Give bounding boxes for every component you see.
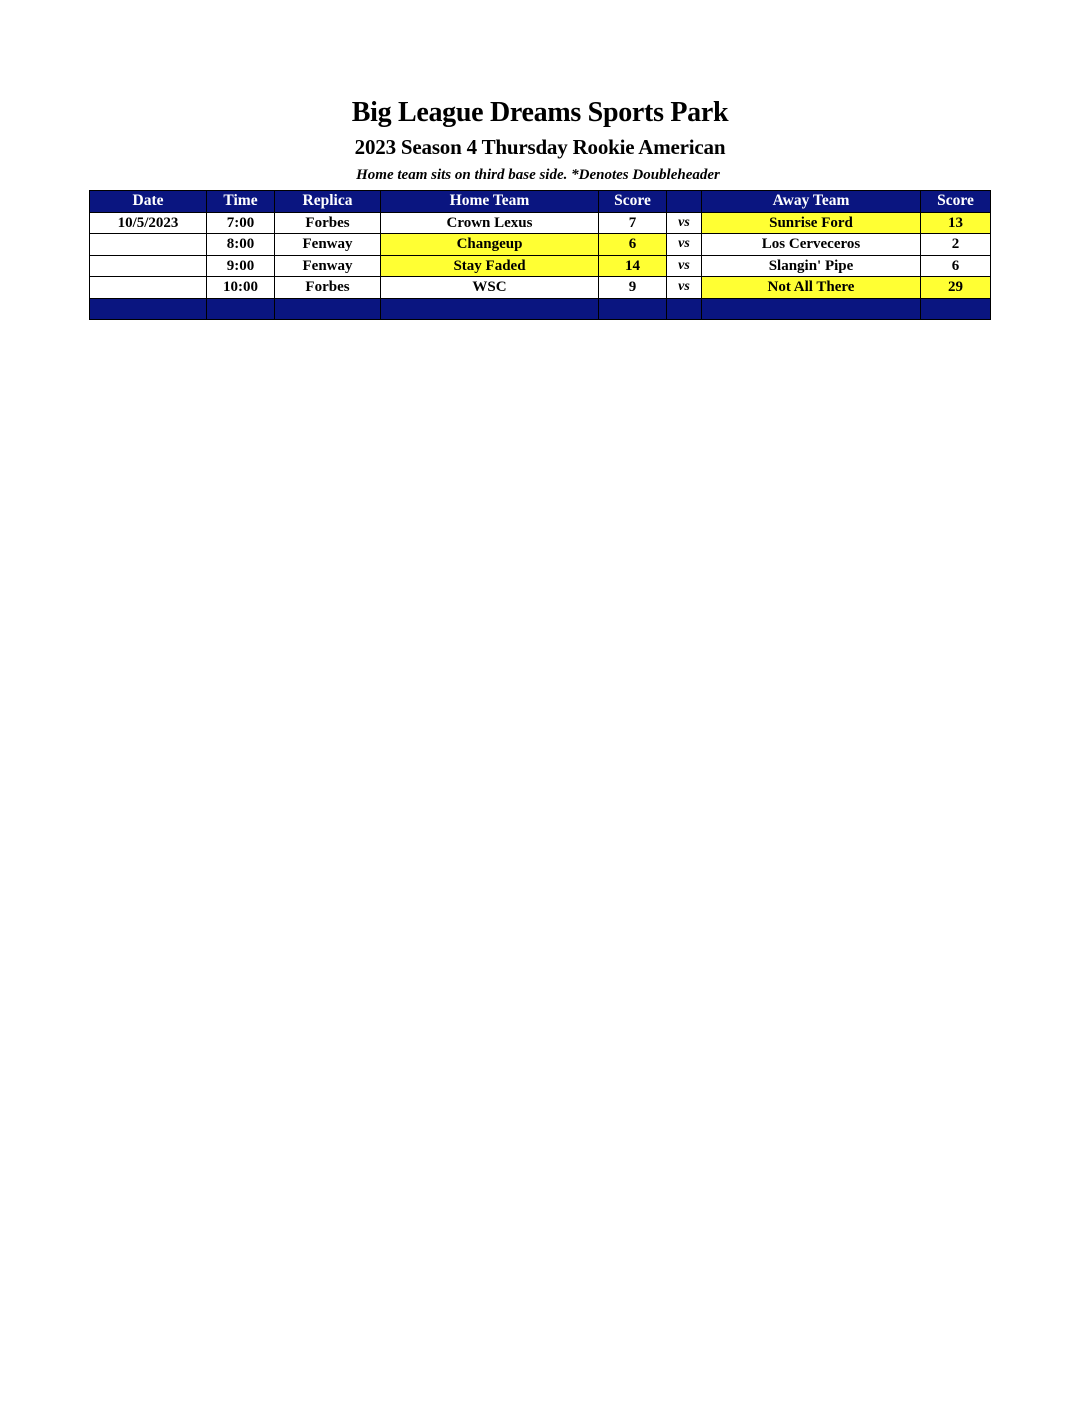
game-date-cell — [90, 277, 207, 299]
table-row — [90, 277, 991, 299]
replica-field-cell: Forbes — [275, 277, 381, 299]
game-time-cell: 9:00 — [207, 255, 275, 277]
footer-cell — [381, 298, 599, 319]
table-row — [90, 255, 991, 277]
away-score-cell: 6 — [921, 255, 991, 277]
column-header-home-team: Home Team — [381, 191, 599, 213]
footer-cell — [921, 298, 991, 319]
footer-cell — [599, 298, 667, 319]
away-score-cell: 13 — [921, 212, 991, 234]
table-row — [90, 234, 991, 256]
vs-cell: vs — [667, 255, 702, 277]
replica-field-cell: Fenway — [275, 255, 381, 277]
footer-cell — [275, 298, 381, 319]
game-date-cell — [90, 234, 207, 256]
replica-field-cell: Forbes — [275, 212, 381, 234]
footer-cell — [90, 298, 207, 319]
footer-cell — [702, 298, 921, 319]
schedule-table — [89, 190, 991, 320]
column-header-away-team: Away Team — [702, 191, 921, 213]
home-team-cell: Crown Lexus — [381, 212, 599, 234]
column-header-away-score: Score — [921, 191, 991, 213]
footer-cell — [207, 298, 275, 319]
vs-cell: vs — [667, 277, 702, 299]
schedule-body — [90, 212, 991, 319]
footer-row — [90, 298, 991, 319]
away-team-cell: Not All There — [702, 277, 921, 299]
game-time-cell: 8:00 — [207, 234, 275, 256]
home-team-cell: Stay Faded — [381, 255, 599, 277]
column-header-date: Date — [90, 191, 207, 213]
away-score-cell: 29 — [921, 277, 991, 299]
home-score-cell: 9 — [599, 277, 667, 299]
vs-cell: vs — [667, 212, 702, 234]
table-row — [90, 212, 991, 234]
vs-cell: vs — [667, 234, 702, 256]
game-time-cell: 10:00 — [207, 277, 275, 299]
page-note: Home team sits on third base side. *Denotes Doubleheader — [356, 167, 720, 183]
home-team-cell: Changeup — [381, 234, 599, 256]
replica-field-cell: Fenway — [275, 234, 381, 256]
header-row — [90, 191, 991, 213]
column-header-time: Time — [207, 191, 275, 213]
away-team-cell: Sunrise Ford — [702, 212, 921, 234]
away-score-cell: 2 — [921, 234, 991, 256]
footer-cell — [667, 298, 702, 319]
game-date-cell: 10/5/2023 — [90, 212, 207, 234]
away-team-cell: Slangin' Pipe — [702, 255, 921, 277]
game-time-cell: 7:00 — [207, 212, 275, 234]
column-header-vs — [667, 191, 702, 213]
column-header-home-score: Score — [599, 191, 667, 213]
home-score-cell: 7 — [599, 212, 667, 234]
home-score-cell: 6 — [599, 234, 667, 256]
away-team-cell: Los Cerveceros — [702, 234, 921, 256]
home-team-cell: WSC — [381, 277, 599, 299]
home-score-cell: 14 — [599, 255, 667, 277]
page-title: Big League Dreams Sports Park — [351, 97, 729, 128]
page-subtitle: 2023 Season 4 Thursday Rookie American — [354, 135, 726, 159]
column-header-replica: Replica — [275, 191, 381, 213]
game-date-cell — [90, 255, 207, 277]
